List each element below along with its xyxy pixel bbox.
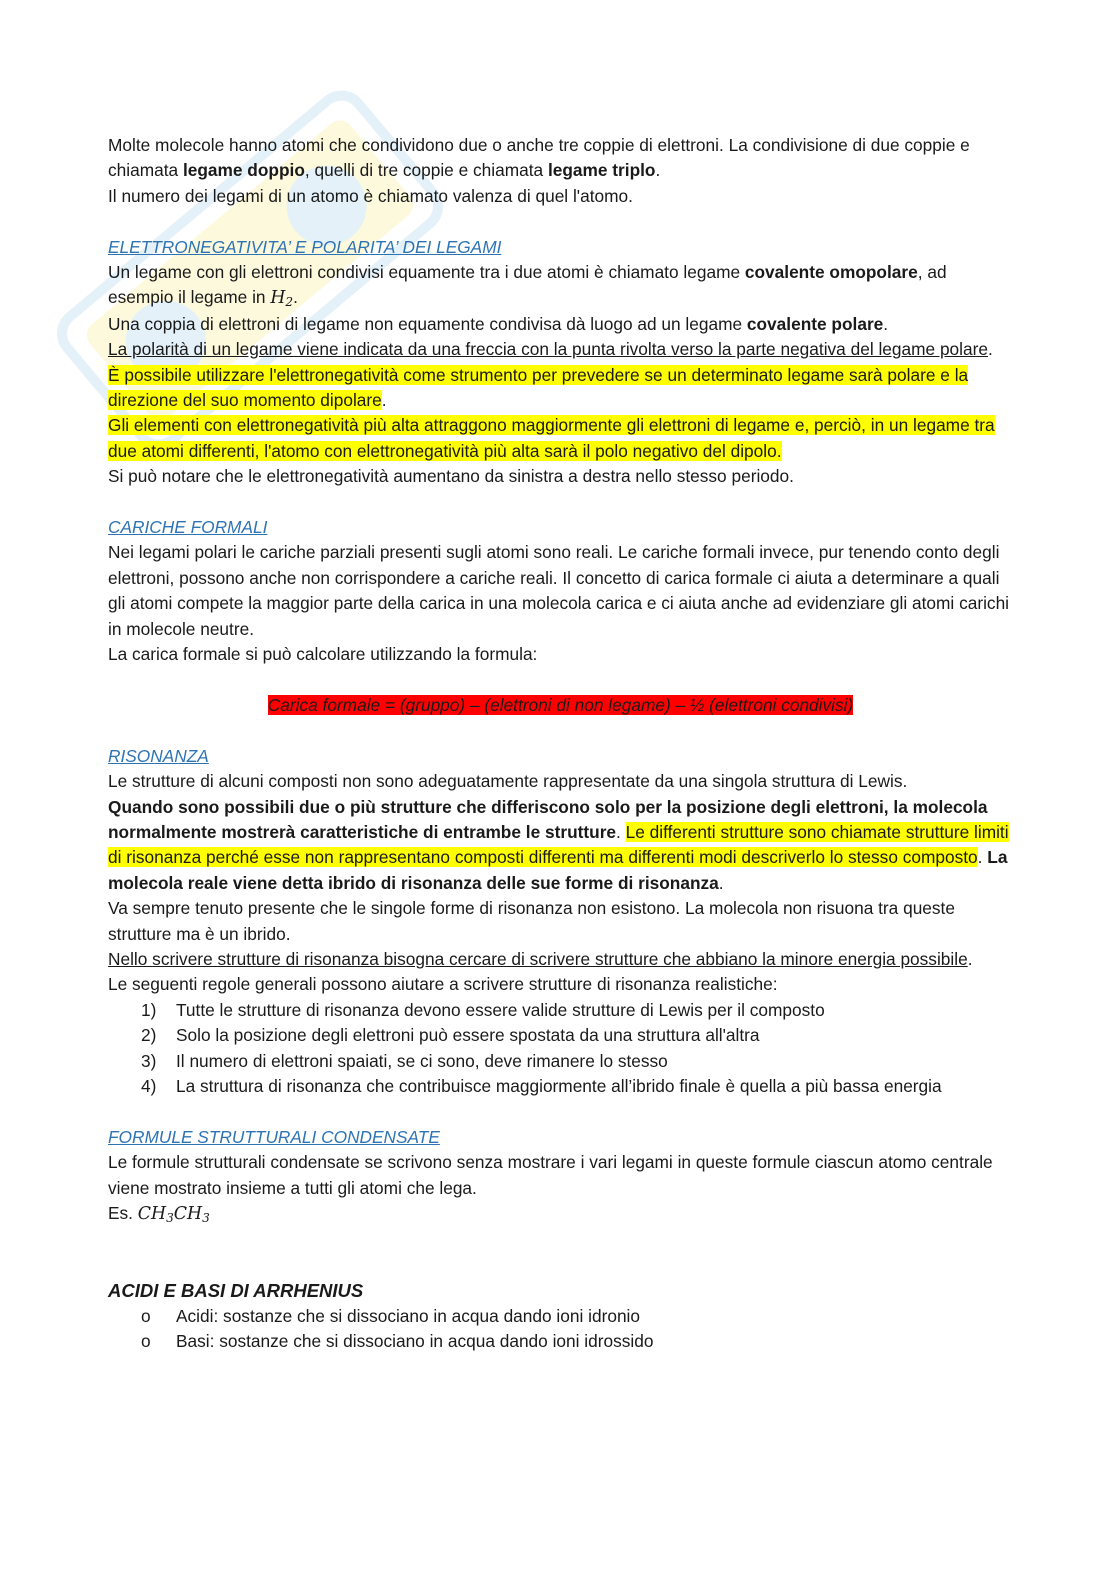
polarity-arrow-paragraph: La polarità di un legame viene indicata da una freccia con la punta rivolta verso la parte negativa del legame polare.	[108, 339, 993, 360]
dipole-paragraph: È possibile utilizzare l'elettronegatività come strumento per prevedere se un determinato legame sarà polare e la direzione del suo momento dipolare.	[108, 364, 969, 411]
omopolare-paragraph: Un legame con gli elettroni condivisi equamente tra i due atomi è chiamato legame covalente omopolare, ad esempio il legame in $H_2$.	[108, 262, 947, 310]
resonance-rules-list	[108, 998, 1013, 1100]
formal-charge-formula: Carica formale = (gruppo) – (elettroni di non legame) – ½ (elettroni condivisi)	[267, 694, 854, 715]
condensed-formula-paragraph: Le formule strutturali condensate se scrivono senza mostrare i vari legami in queste formule ciascun atomo centrale viene mostrato insieme a tutti gli atomi che lega.	[108, 1152, 993, 1198]
min-energy-paragraph: Nello scrivere strutture di risonanza bisogna cercare di scrivere strutture che abbiano la minore energia possibile.	[108, 948, 973, 969]
section-title-elettronegativita: ELETTRONEGATIVITA’ E POLARITA’ DEI LEGAMI	[108, 236, 502, 257]
periodic-trend-paragraph: Si può notare che le elettronegatività aumentano da sinistra a destra nello stesso periodo.	[108, 466, 794, 487]
list-item: 2) Solo la posizione degli elettroni può essere spostata da una struttura all'altra	[141, 1025, 760, 1046]
resonance-paragraph: Quando sono possibili due o più strutture che differiscono solo per la posizione degli elettroni, la molecola normalmente mostrerà caratteristiche di entrambe le strutture. Le differenti strutture sono chiamate strutture limiti di risonanza perché esse non rappresentano composti differenti ma differenti modi descriverlo lo stesso composto. La molecola reale viene detta ibrido di risonanza delle sue forme di risonanza.	[108, 796, 1009, 893]
rules-intro: Le seguenti regole generali possono aiutare a scrivere strutture di risonanza realistiche:	[108, 974, 778, 995]
example-formula: Es. $CH_3CH_3$	[108, 1202, 210, 1225]
negative-pole-paragraph: Gli elementi con elettronegatività più alta attraggono maggiormente gli elettroni di legame e, perciò, in un legame tra due atomi differenti, l'atomo con elettronegatività più alta sarà il polo negativo del dipolo.	[108, 415, 995, 461]
list-item: 4) La struttura di risonanza che contribuisce maggiormente all’ibrido finale è quella a più bassa energia	[141, 1075, 942, 1096]
bullet-circle: o	[141, 1305, 151, 1326]
section-title-risonanza: RISONANZA	[108, 745, 209, 766]
formula-intro: La carica formale si può calcolare utilizzando la formula:	[108, 644, 538, 665]
polare-paragraph: Una coppia di elettroni di legame non equamente condivisa dà luogo ad un legame covalente polare.	[108, 313, 889, 334]
valence-paragraph: Il numero dei legami di un atomo è chiamato valenza di quel l'atomo.	[108, 185, 633, 206]
list-item: 1) Tutte le strutture di risonanza devono essere valide strutture di Lewis per il composto	[141, 999, 825, 1020]
hybrid-paragraph: Va sempre tenuto presente che le singole forme di risonanza non esistono. La molecola non risuona tra queste strutture ma è un ibrido.	[108, 898, 955, 944]
list-item: o Acidi: sostanze che si dissociano in acqua dando ioni idronio	[108, 1304, 1013, 1329]
formula-row	[108, 693, 1013, 718]
bullet-circle: o	[141, 1331, 151, 1351]
arrhenius-list	[108, 1304, 1013, 1355]
cariche-paragraph: Nei legami polari le cariche parziali presenti sugli atomi sono reali. Le cariche formali invece, pur tenendo conto degli elettroni, possono anche non corrispondere a cariche reali. Il concetto di carica formale ci aiuta a determinare a quali gli atomi compete la maggior parte della carica in una molecola carica e ci aiuta anche ad evidenziare gli atomi carichi in molecole neutre.	[108, 542, 1010, 639]
list-item: o Basi: sostanze che si dissociano in acqua dando ioni idrossido	[108, 1329, 1013, 1354]
section-title-cariche-formali: CARICHE FORMALI	[108, 517, 268, 538]
intro-paragraph: Molte molecole hanno atomi che condividono due o anche tre coppie di elettroni. La condivisione di due coppie e chiamata legame doppio, quelli di tre coppie e chiamata legame triplo.	[108, 135, 970, 181]
section-title-arrhenius: ACIDI E BASI DI ARRHENIUS	[108, 1280, 364, 1302]
document-body	[108, 133, 1013, 1354]
section-title-formule-condensate: FORMULE STRUTTURALI CONDENSATE	[108, 1126, 440, 1147]
list-item: 3) Il numero di elettroni spaiati, se ci sono, deve rimanere lo stesso	[141, 1050, 668, 1071]
lewis-paragraph: Le strutture di alcuni composti non sono adeguatamente rappresentate da una singola struttura di Lewis.	[108, 771, 908, 792]
